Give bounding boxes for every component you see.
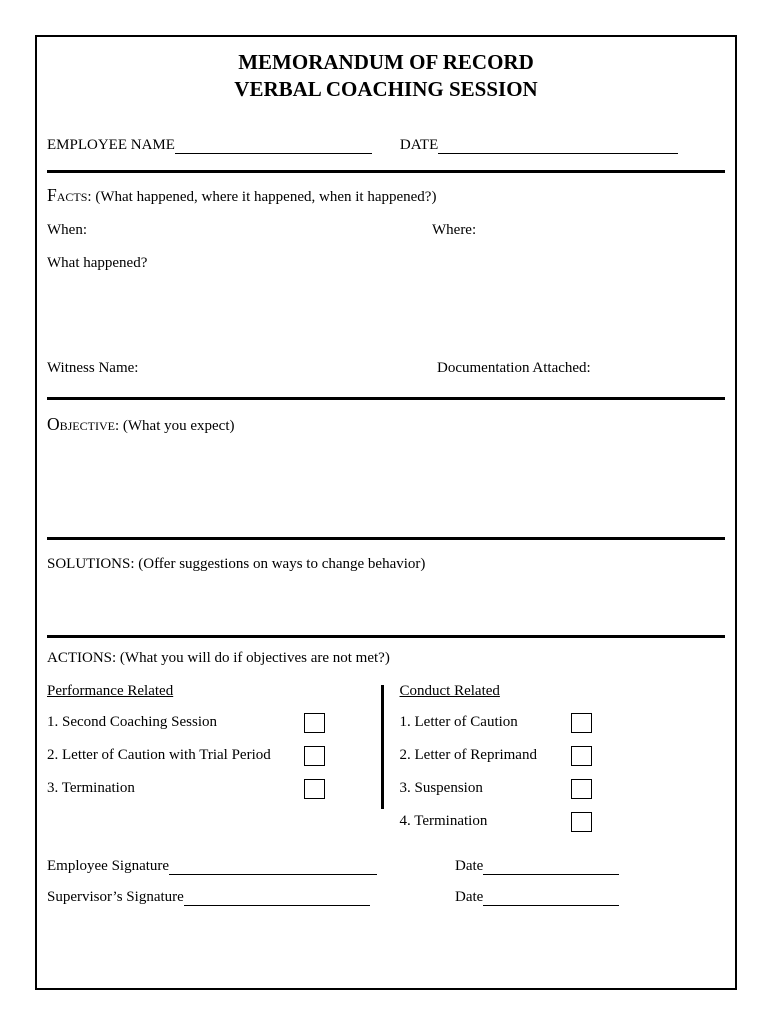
witness-name-label[interactable]: Witness Name:	[47, 359, 139, 376]
date-label: DATE	[399, 136, 439, 153]
when-where-row	[47, 222, 725, 239]
objective-section	[47, 400, 725, 537]
conduct-related-column	[400, 683, 592, 832]
date-blank[interactable]	[438, 138, 678, 154]
checkbox-letter-of-caution[interactable]	[571, 713, 592, 733]
performance-item-row	[47, 713, 325, 733]
supervisor-signature-date-blank[interactable]	[483, 890, 619, 906]
checkbox-letter-of-caution-trial-period[interactable]	[304, 746, 325, 766]
solutions-section	[47, 540, 725, 635]
conduct-item-3-label: 3. Suspension	[399, 780, 483, 797]
form-title	[47, 49, 725, 103]
what-happened-row	[47, 255, 725, 272]
form-border	[35, 35, 737, 990]
performance-item-3-label: 3. Termination	[47, 780, 135, 797]
conduct-item-row	[400, 779, 592, 799]
performance-item-row	[47, 746, 325, 766]
supervisor-signature-date-label: Date	[455, 888, 484, 905]
performance-item-2-label: 2. Letter of Caution with Trial Period	[47, 747, 271, 764]
where-label[interactable]: Where:	[432, 221, 477, 238]
checkbox-conduct-termination[interactable]	[571, 812, 592, 832]
column-divider	[381, 685, 384, 809]
checkbox-second-coaching-session[interactable]	[304, 713, 325, 733]
employee-name-blank[interactable]	[175, 138, 372, 154]
supervisor-signature-row	[47, 889, 725, 906]
performance-related-column	[47, 683, 325, 799]
employee-signature-label: Employee Signature	[47, 857, 170, 874]
facts-heading-row	[47, 185, 725, 206]
facts-section	[47, 173, 725, 397]
conduct-item-row	[400, 713, 592, 733]
what-happened-label[interactable]: What happened?	[47, 254, 148, 271]
facts-heading: Facts	[47, 184, 88, 205]
actions-columns	[47, 683, 725, 832]
form-title-line1: MEMORANDUM OF RECORD	[238, 50, 534, 74]
checkbox-suspension[interactable]	[571, 779, 592, 799]
employee-signature-row	[47, 858, 725, 875]
actions-section	[47, 638, 725, 906]
conduct-item-4-label: 4. Termination	[399, 813, 488, 830]
facts-heading-suffix: : (What happened, where it happened, when it happened?)	[87, 188, 437, 205]
employee-signature-date-blank[interactable]	[483, 859, 619, 875]
objective-heading: Objective	[47, 413, 115, 434]
objective-heading-row	[47, 414, 725, 435]
supervisor-signature-group	[47, 889, 455, 906]
witness-row	[47, 360, 725, 377]
when-label[interactable]: When:	[47, 221, 87, 238]
conduct-item-row	[400, 746, 592, 766]
checkbox-letter-of-reprimand[interactable]	[571, 746, 592, 766]
employee-signature-group	[47, 858, 455, 875]
checkbox-performance-termination[interactable]	[304, 779, 325, 799]
actions-heading: ACTIONS: (What you will do if objectives are not met?)	[47, 649, 390, 666]
conduct-item-1-label: 1. Letter of Caution	[399, 714, 518, 731]
header-row	[47, 137, 725, 154]
conduct-item-2-label: 2. Letter of Reprimand	[399, 747, 537, 764]
solutions-heading: SOLUTIONS: (Offer suggestions on ways to change behavior)	[47, 555, 426, 572]
performance-item-1-label: 1. Second Coaching Session	[47, 714, 217, 731]
performance-related-heading: Performance Related	[47, 682, 174, 699]
conduct-item-row	[400, 812, 592, 832]
supervisor-signature-blank[interactable]	[184, 890, 370, 906]
objective-heading-suffix: : (What you expect)	[114, 417, 235, 434]
performance-item-row	[47, 779, 325, 799]
employee-name-label: EMPLOYEE NAME	[47, 136, 175, 153]
conduct-related-heading: Conduct Related	[399, 682, 500, 699]
form-title-line2: VERBAL COACHING SESSION	[234, 76, 538, 101]
employee-signature-blank[interactable]	[169, 859, 377, 875]
employee-signature-date-label: Date	[455, 857, 484, 874]
supervisor-signature-label: Supervisor’s Signature	[47, 888, 184, 905]
documentation-attached-label[interactable]: Documentation Attached:	[437, 359, 591, 376]
